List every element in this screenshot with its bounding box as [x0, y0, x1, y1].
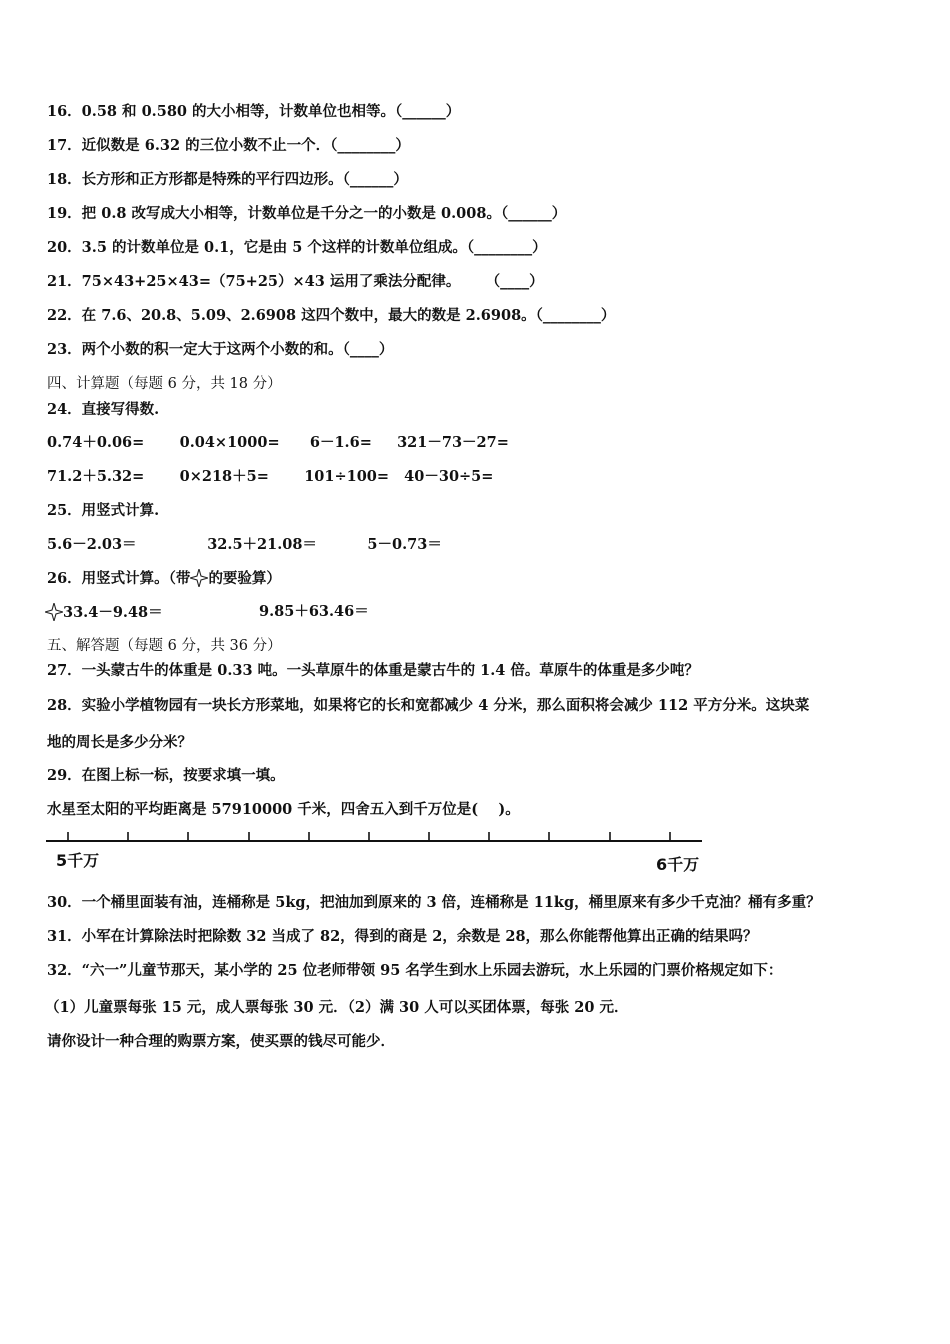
question-29-text: 水星至太阳的平均距离是 57910000 千米，四舍五入到千万位是( )。 — [47, 801, 520, 818]
question-26-item-1 — [45, 603, 163, 622]
question-21: 21．75×43+25×43=（75+25）×43 运用了乘法分配律。 （____） — [47, 273, 544, 290]
number-line-start-label: 5千万 — [56, 851, 100, 870]
question-19: 19．把 0.8 改写成大小相等，计数单位是千分之一的小数是 0.008。（______） — [47, 205, 567, 222]
question-25-row: 5.6－2.03＝ 32.5＋21.08＝ 5－0.73＝ — [47, 536, 442, 553]
number-line — [40, 828, 710, 874]
star-icon — [45, 603, 63, 621]
question-28-line-1: 28．实验小学植物园有一块长方形菜地，如果将它的长和宽都减少 4 分米，那么面积将会减少 112 平方分米。这块菜 — [47, 697, 810, 714]
question-30: 30．一个桶里面装有油，连桶称是 5kg，把油加到原来的 3 倍，连桶称是 11kg，桶里原来有多少千克油？桶有多重？ — [47, 894, 821, 911]
question-17: 17．近似数是 6.32 的三位小数不止一个．（________） — [47, 137, 410, 154]
question-26-item-2: 9.85＋63.46＝ — [259, 603, 369, 620]
question-32-ask: 请你设计一种合理的购票方案，使买票的钱尽可能少． — [47, 1033, 395, 1050]
question-24-row-2: 71.2＋5.32= 0×218＋5= 101÷100= 40－30÷5= — [47, 468, 494, 485]
question-26 — [47, 569, 281, 588]
question-29: 29．在图上标一标，按要求填一填。 — [47, 767, 285, 784]
question-26-text-a: 26．用竖式计算。（带 — [47, 570, 191, 587]
question-32: 32．“六一”儿童节那天，某小学的 25 位老师带领 95 名学生到水上乐园去游玩，水上乐园的门票价格规定如下： — [47, 962, 783, 979]
number-line-axis — [40, 828, 710, 850]
star-icon — [190, 569, 208, 587]
section-4-title: 四、计算题（每题 6 分，共 18 分） — [47, 376, 282, 392]
question-20: 20．3.5 的计数单位是 0.1，它是由 5 个这样的计数单位组成。（________） — [47, 239, 547, 256]
question-26-text-b: 的要验算） — [208, 570, 281, 587]
section-5-title: 五、解答题（每题 6 分，共 36 分） — [47, 638, 282, 654]
question-24: 24．直接写得数. — [47, 401, 160, 418]
question-24-row-1: 0.74＋0.06= 0.04×1000= 6－1.6= 321－73－27= — [47, 434, 509, 451]
question-16: 16．0.58 和 0.580 的大小相等，计数单位也相等。（______） — [47, 103, 461, 120]
question-31: 31．小军在计算除法时把除数 32 当成了 82，得到的商是 2，余数是 28，那么你能帮他算出正确的结果吗？ — [47, 928, 758, 945]
question-27: 27．一头蒙古牛的体重是 0.33 吨。一头草原牛的体重是蒙古牛的 1.4 倍。草原牛的体重是多少吨？ — [47, 662, 699, 679]
question-26-item-1-text: 33.4－9.48＝ — [63, 604, 163, 621]
number-line-end-label: 6千万 — [656, 855, 700, 874]
question-32-rules: （1）儿童票每张 15 元，成人票每张 30 元．（2）满 30 人可以买团体票，每张 20 元． — [45, 999, 629, 1016]
question-28-line-2: 地的周长是多少分米？ — [47, 734, 192, 751]
question-22: 22．在 7.6、20.8、5.09、2.6908 这四个数中，最大的数是 2.6908。（________） — [47, 307, 616, 324]
question-23: 23．两个小数的积一定大于这两个小数的和。（____） — [47, 341, 394, 358]
question-25: 25．用竖式计算. — [47, 502, 160, 519]
question-18: 18．长方形和正方形都是特殊的平行四边形。（______） — [47, 171, 408, 188]
